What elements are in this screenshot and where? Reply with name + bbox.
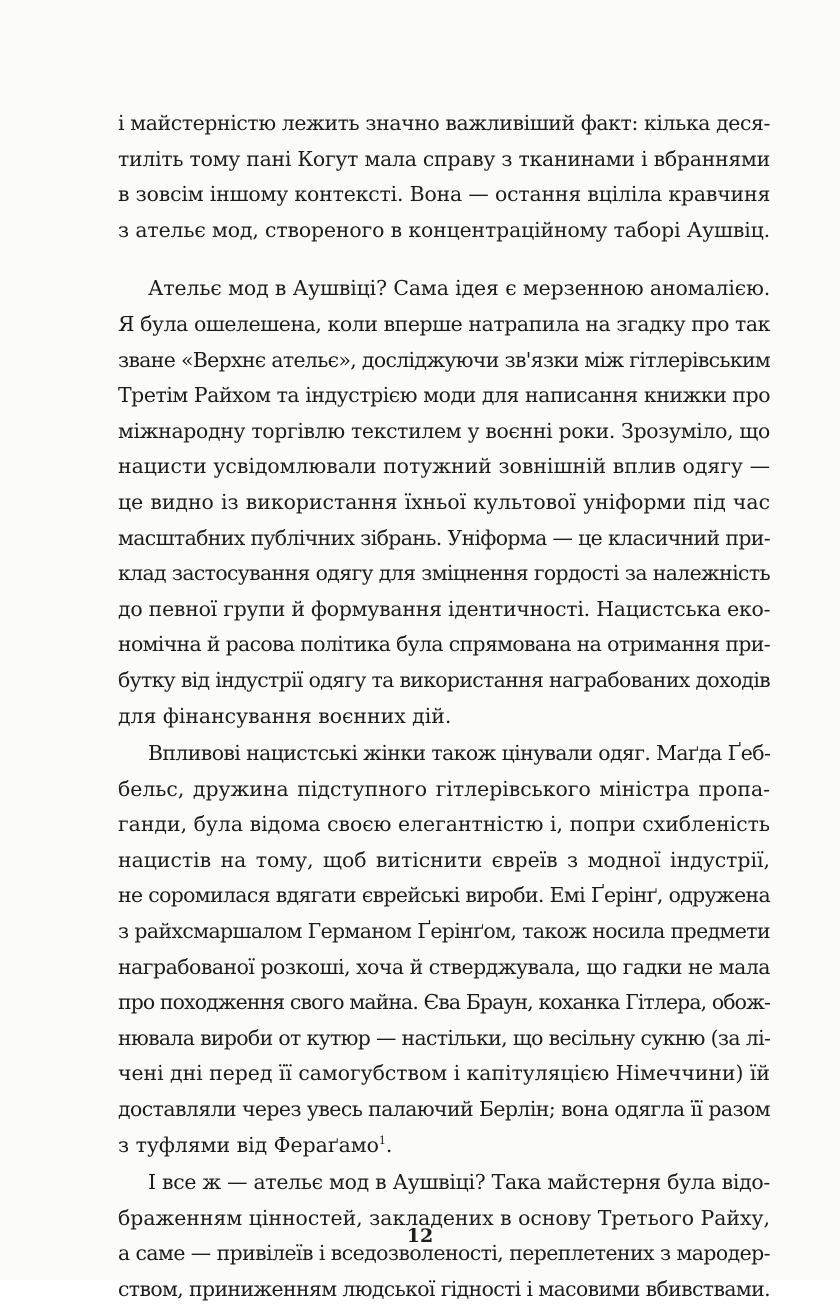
text-line: ством, приниженням людської гідності і масовими вбивствами. (118, 1277, 770, 1301)
paragraph-gap (118, 248, 770, 271)
text-line: з туфлями від Фераґамо$^1$. (118, 1132, 393, 1157)
text-line: награбованої розкоші, хоча й стверджувала, що гадки не мала (118, 954, 770, 979)
text-line: І все ж — ательє мод в Аушвіці? Така майстерня була відо- (148, 1170, 770, 1195)
text-line: нювала вироби от кутюр — настільки, що весільну сукню (за лі- (118, 1025, 771, 1050)
text-line: з ательє мод, створеного в концентраційному таборі Аушвіц. (118, 217, 770, 242)
text-line: про походження свого майна. Єва Браун, коханка Гітлера, обож- (118, 990, 770, 1015)
footnote-marker[interactable]: 1 (378, 1133, 386, 1147)
text-line: бельс, дружина підступного гітлерівського міністра пропа- (118, 776, 770, 801)
text-line: це видно із використання їхньої культової уніформи під час (118, 489, 770, 514)
text-line: доставляли через увесь палаючий Берлін; вона одягла її разом (118, 1097, 771, 1122)
text-line: Ательє мод в Аушвіці? Сама ідея є мерзенною аномалією. (148, 276, 771, 301)
text-line: в зовсім іншому контексті. Вона — остання вціліла кравчиня (118, 182, 771, 207)
text-line: з райхсмаршалом Германом Ґерінґом, також носила предмети (118, 919, 770, 944)
text-line: чені дні перед її самогубством і капітуляцією Німеччини) їй (118, 1061, 770, 1086)
page-number: 12 (406, 1225, 434, 1247)
body-text (118, 106, 770, 1308)
text-line: номічна й расова політика була спрямована на отримання при- (118, 632, 770, 657)
paragraph (118, 106, 770, 248)
text-line: до певної групи й формування ідентичності. Нацистська еко- (118, 596, 771, 621)
paragraph (118, 271, 770, 734)
text-line: нацисти усвідомлювали потужний зовнішній вплив одягу — (118, 454, 770, 479)
text-line-content: з туфлями від Фераґамо (118, 1132, 379, 1157)
text-line: не соромилася вдягати єврейські вироби. Емі Ґерінґ, одружена (118, 883, 770, 908)
text-line: для фінансування воєнних дій. (118, 703, 452, 728)
text-line: Я була ошелешена, коли вперше натрапила на згадку про так (118, 311, 770, 336)
text-line: і майстерністю лежить значно важливіший факт: кілька деся- (118, 111, 770, 135)
text-line: тиліть тому пані Когут мала справу з тканинами і вбраннями (118, 146, 770, 171)
paragraph (118, 736, 770, 1163)
text-line: браженням цінностей, закладених в основу Третього Райху, (118, 1205, 770, 1230)
text-line: бутку від індустрії одягу та використання награбованих доходів (118, 667, 770, 692)
text-line: ганди, була відома своєю елегантністю і, попри схибленість (118, 812, 770, 837)
text-line: масштабних публічних зібрань. Уніформа — це класичний при- (118, 525, 770, 550)
text-line: Третім Райхом та індустрією моди для написання книжки про (118, 383, 771, 408)
text-line: клад застосування одягу для зміцнення гордості за належність (118, 561, 770, 586)
text-line: Впливові нацистські жінки також цінували одяг. Маґда Ґеб- (148, 741, 771, 766)
text-line: а саме — привілеїв і вседозволеності, переплетених з мародер- (118, 1241, 770, 1266)
text-line: зване «Верхнє ательє», досліджуючи зв'язки між гітлерівським (118, 347, 771, 372)
text-line: нацистів на тому, щоб витіснити євреїв з модної індустрії, (118, 847, 770, 872)
text-line: міжнародну торгівлю текстилем у воєнні роки. Зрозуміло, що (118, 418, 770, 443)
